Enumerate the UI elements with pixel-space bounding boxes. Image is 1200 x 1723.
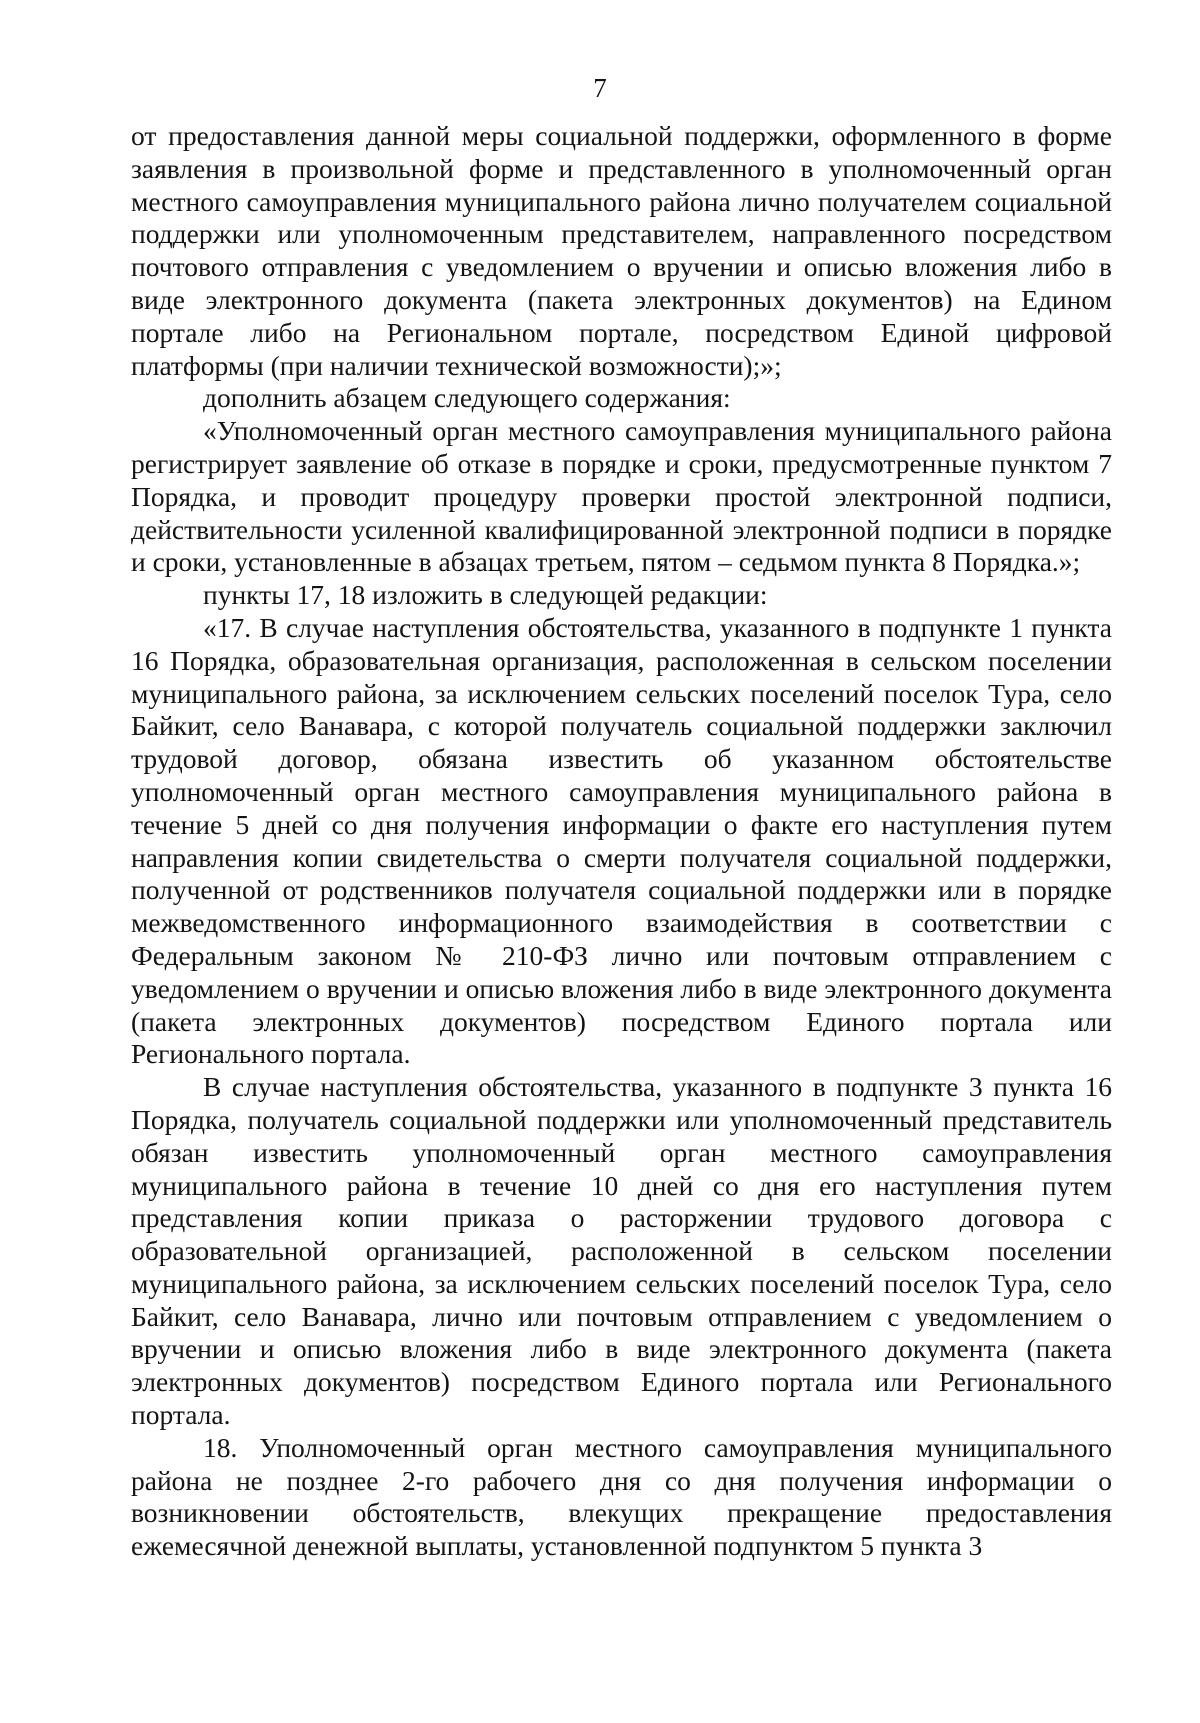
- paragraph-continuation: от предоставления данной меры социальной поддержки, оформленного в форме заявления в произвольной форме и представленного в уполномоченный орган местного самоуправления муниципального района лично получателем социальной поддержки или уполномоченным представителем, направленного посредством почтового отправления с уведомлением о вручении и описью вложения либо в виде электронного документа (пакета электронных документов) на Едином портале либо на Региональном портале, посредством Единой цифровой платформы (при наличии технической возможности);»;: [131, 120, 1112, 381]
- page-number: 7: [593, 73, 607, 103]
- paragraph-point-18: 18. Уполномоченный орган местного самоуправления муниципального района не позднее 2-го рабочего дня со дня получения информации о возникновении обстоятельств, влекущих прекращение предоставления ежемесячной денежной выплаты, установленной подпунктом 5 пункта 3: [131, 1431, 1112, 1562]
- paragraph-point-17-second: В случае наступления обстоятельства, указанного в подпункте 3 пункта 16 Порядка, получатель социальной поддержки или уполномоченный представитель обязан известить уполномоченный орган местного самоуправления муниципального района в течение 10 дней со дня его наступления путем представления копии приказа о расторжении трудового договора с образовательной организацией, расположенной в сельском поселении муниципального района, за исключением сельских поселений поселок Тура, село Байкит, село Ванавара, лично или почтовым отправлением с уведомлением о вручении и описью вложения либо в виде электронного документа (пакета электронных документов) посредством Единого портала или Регионального портала.: [131, 1071, 1112, 1431]
- document-body: [131, 120, 1112, 1563]
- paragraph-point-17: «17. В случае наступления обстоятельства, указанного в подпункте 1 пункта 16 Порядка, образовательная организация, расположенная в сельском поселении муниципального района, за исключением сельских поселений поселок Тура, село Байкит, село Ванавара, с которой получатель социальной поддержки заключил трудовой договор, обязана известить об указанном обстоятельстве уполномоченный орган местного самоуправления муниципального района в течение 5 дней со дня получения информации о факте его наступления путем направления копии свидетельства о смерти получателя социальной поддержки, полученной от родственников получателя социальной поддержки или в порядке межведомственного информационного взаимодействия в соответствии с Федеральным законом № 210-ФЗ лично или почтовым отправлением с уведомлением о вручении и описью вложения либо в виде электронного документа (пакета электронных документов) посредством Единого портала или Регионального портала.: [131, 611, 1112, 1070]
- paragraph-quoted-registration: «Уполномоченный орган местного самоуправления муниципального района регистрирует заявление об отказе в порядке и сроки, предусмотренные пунктом 7 Порядка, и проводит процедуру проверки простой электронной подписи, действительности усиленной квалифицированной электронной подписи в порядке и сроки, установленные в абзацах третьем, пятом – седьмом пункта 8 Порядка.»;: [131, 415, 1112, 578]
- paragraph-amendment-instruction: дополнить абзацем следующего содержания:: [203, 382, 731, 414]
- paragraph-amendment-instruction-points: пункты 17, 18 изложить в следующей редакции:: [203, 579, 768, 611]
